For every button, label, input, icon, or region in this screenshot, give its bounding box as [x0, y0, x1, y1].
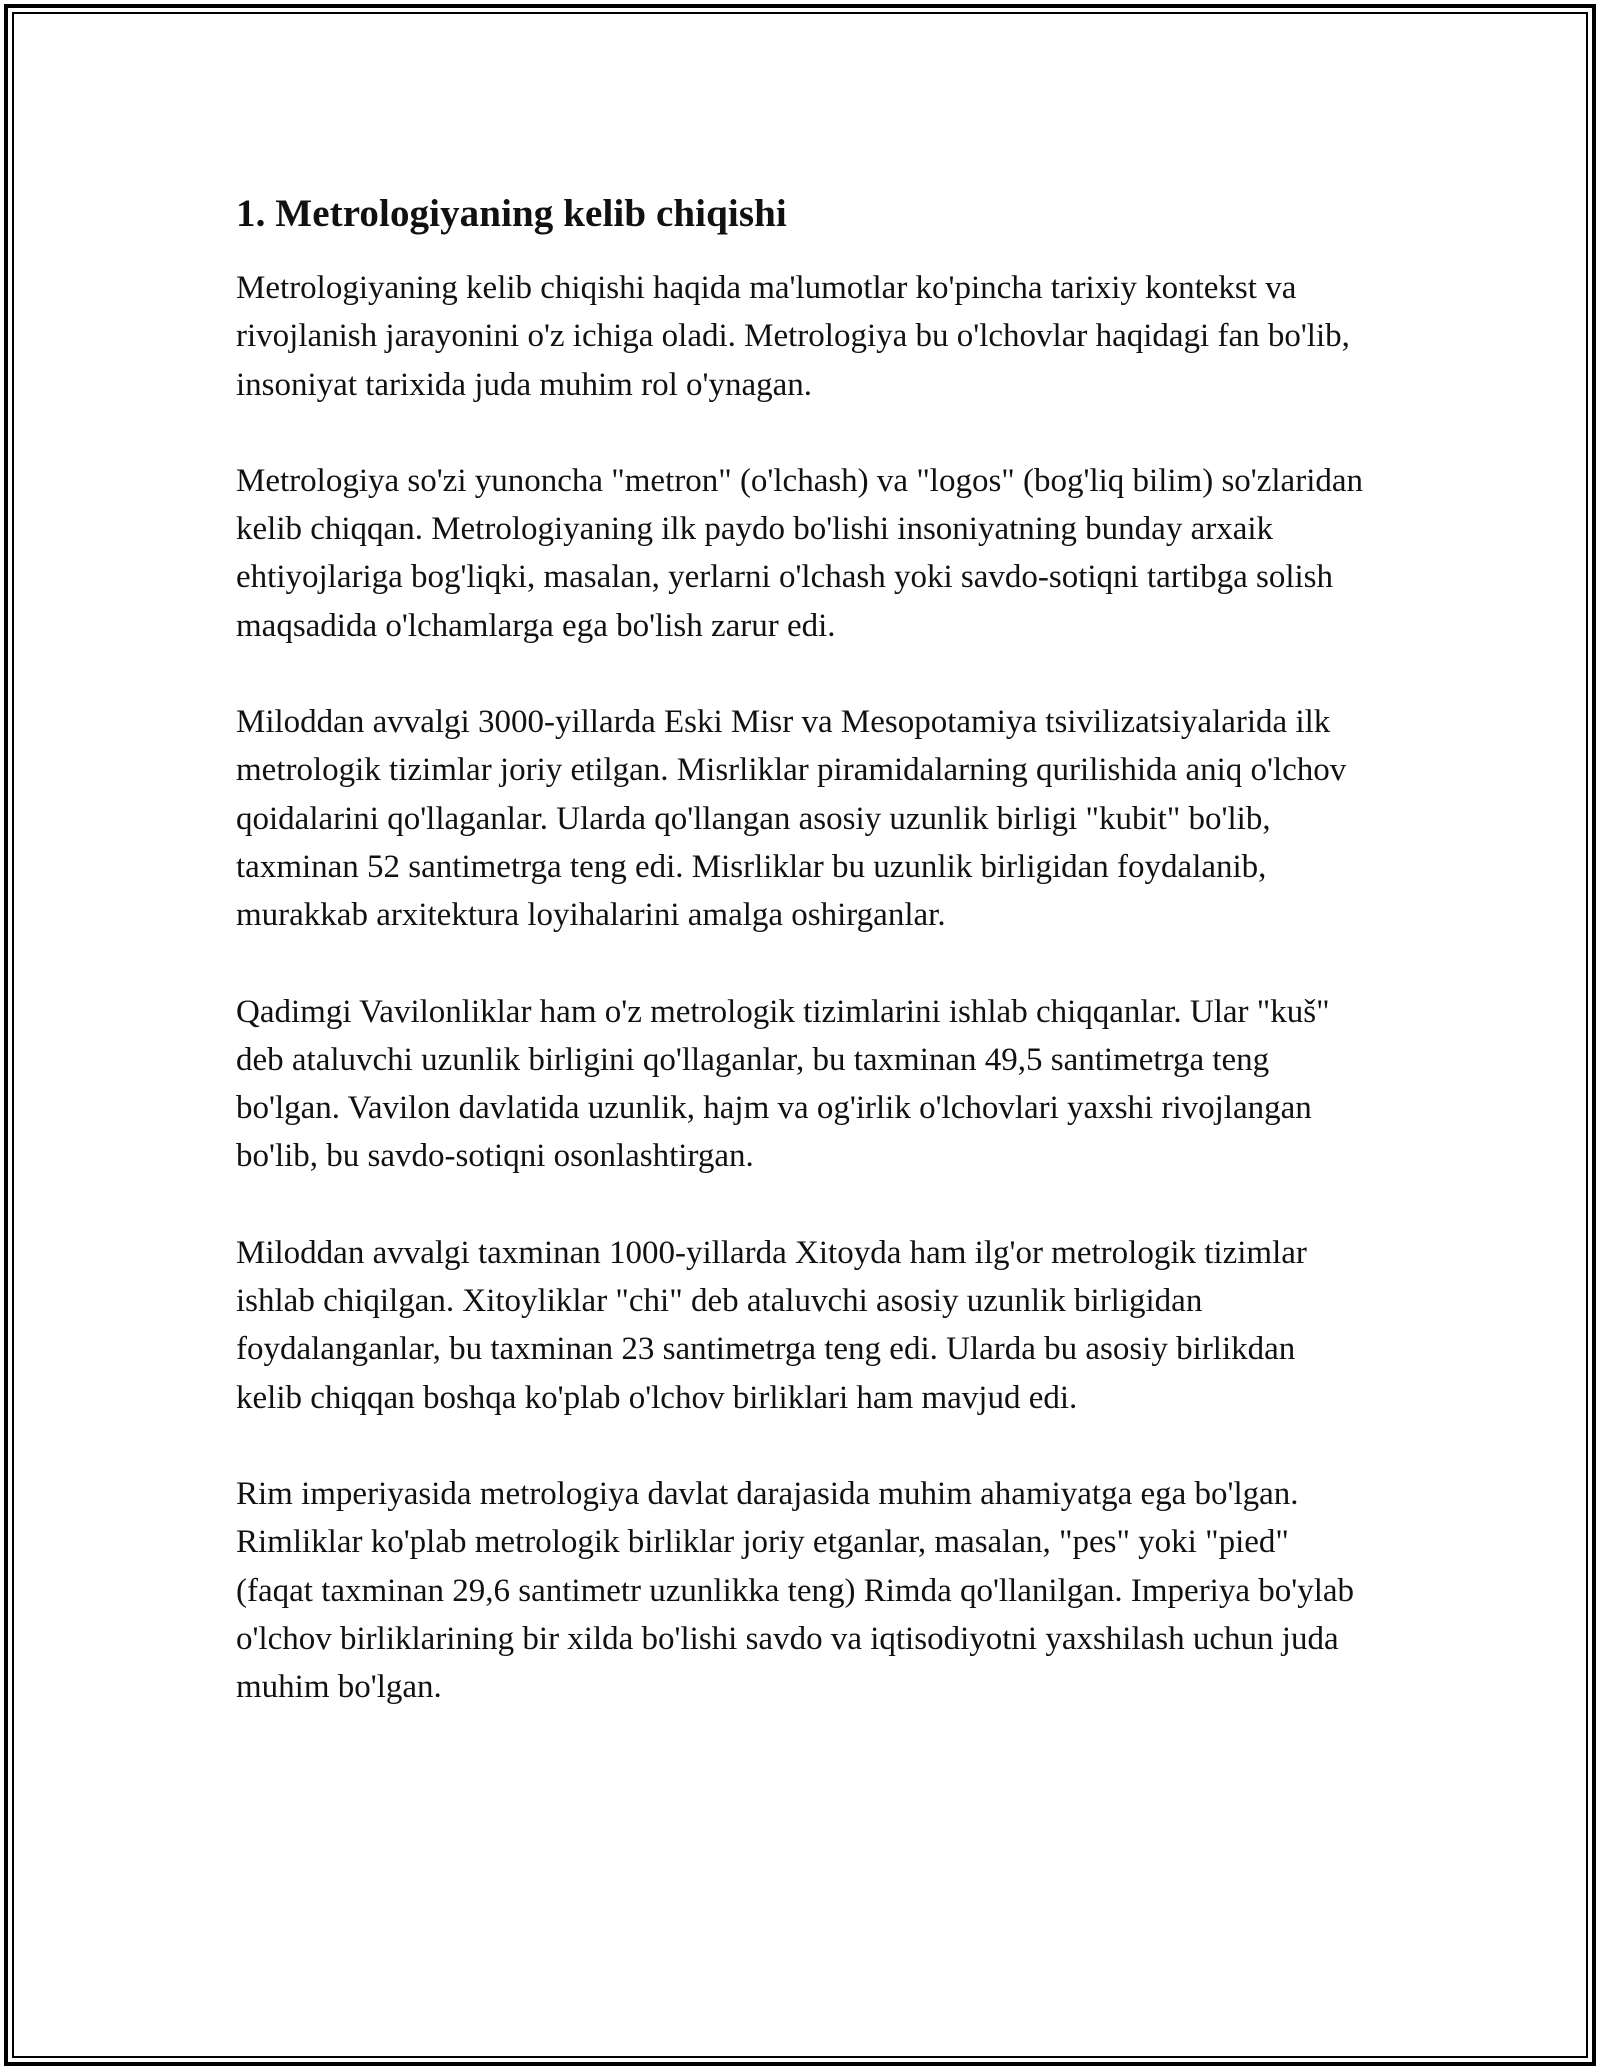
paragraph-1: Metrologiyaning kelib chiqishi haqida ma'lumotlar ko'pincha tarixiy kontekst va rivojlanish jarayonini o'z ichiga oladi. Metrologiya bu o'lchovlar haqidagi fan bo'lib, insoniyat tarixida juda muhim rol o'ynagan.: [236, 270, 1350, 403]
paragraph-5: Miloddan avvalgi taxminan 1000-yillarda Xitoyda ham ilg'or metrologik tizimlar ishlab chiqilgan. Xitoyliklar "chi" deb ataluvchi asosiy uzunlik birligidan foydalanganlar, bu taxminan 23 santimetrga teng edi. Ularda bu asosiy birlikdan kelib chiqqan boshqa ko'plab o'lchov birliklari ham mavjud edi.: [236, 1234, 1307, 1416]
paragraph-4: Qadimgi Vavilonliklar ham o'z metrologik tizimlarini ishlab chiqqanlar. Ular "kuš" deb ataluvchi uzunlik birligini qo'llaganlar, bu taxminan 49,5 santimetrga teng bo'lgan. Vavilon davlatida uzunlik, hajm va og'irlik o'lchovlari yaxshi rivojlangan bo'lib, bu savdo-sotiqni osonlashtirgan.: [236, 993, 1330, 1175]
document-body: [236, 190, 1366, 1759]
paragraph-2: Metrologiya so'zi yunoncha "metron" (o'lchash) va "logos" (bog'liq bilim) so'zlaridan kelib chiqqan. Metrologiyaning ilk paydo bo'lishi insoniyatning bunday arxaik ehtiyojlariga bog'liqki, masalan, yerlarni o'lchash yoki savdo-sotiqni tartibga solish maqsadida o'lchamlarga ega bo'lish zarur edi.: [236, 462, 1364, 644]
section-heading: 1. Metrologiyaning kelib chiqishi: [236, 192, 787, 235]
paragraph-6: Rim imperiyasida metrologiya davlat darajasida muhim ahamiyatga ega bo'lgan. Rimliklar ko'plab metrologik birliklar joriy etganlar, masalan, "pes" yoki "pied" (faqat taxminan 29,6 santimetr uzunlikka teng) Rimda qo'llanilgan. Imperiya bo'ylab o'lchov birliklarining bir xilda bo'lishi savdo va iqtisodiyotni yaxshilash uchun juda muhim bo'lgan.: [236, 1475, 1355, 1706]
paragraph-3: Miloddan avvalgi 3000-yillarda Eski Misr va Mesopotamiya tsivilizatsiyalarida ilk metrologik tizimlar joriy etilgan. Misrliklar piramidalarning qurilishida aniq o'lchov qoidalarini qo'llaganlar. Ularda qo'llangan asosiy uzunlik birligi "kubit" bo'lib, taxminan 52 santimetrga teng edi. Misrliklar bu uzunlik birligidan foydalanib, murakkab arxitektura loyihalarini amalga oshirganlar.: [236, 704, 1347, 934]
